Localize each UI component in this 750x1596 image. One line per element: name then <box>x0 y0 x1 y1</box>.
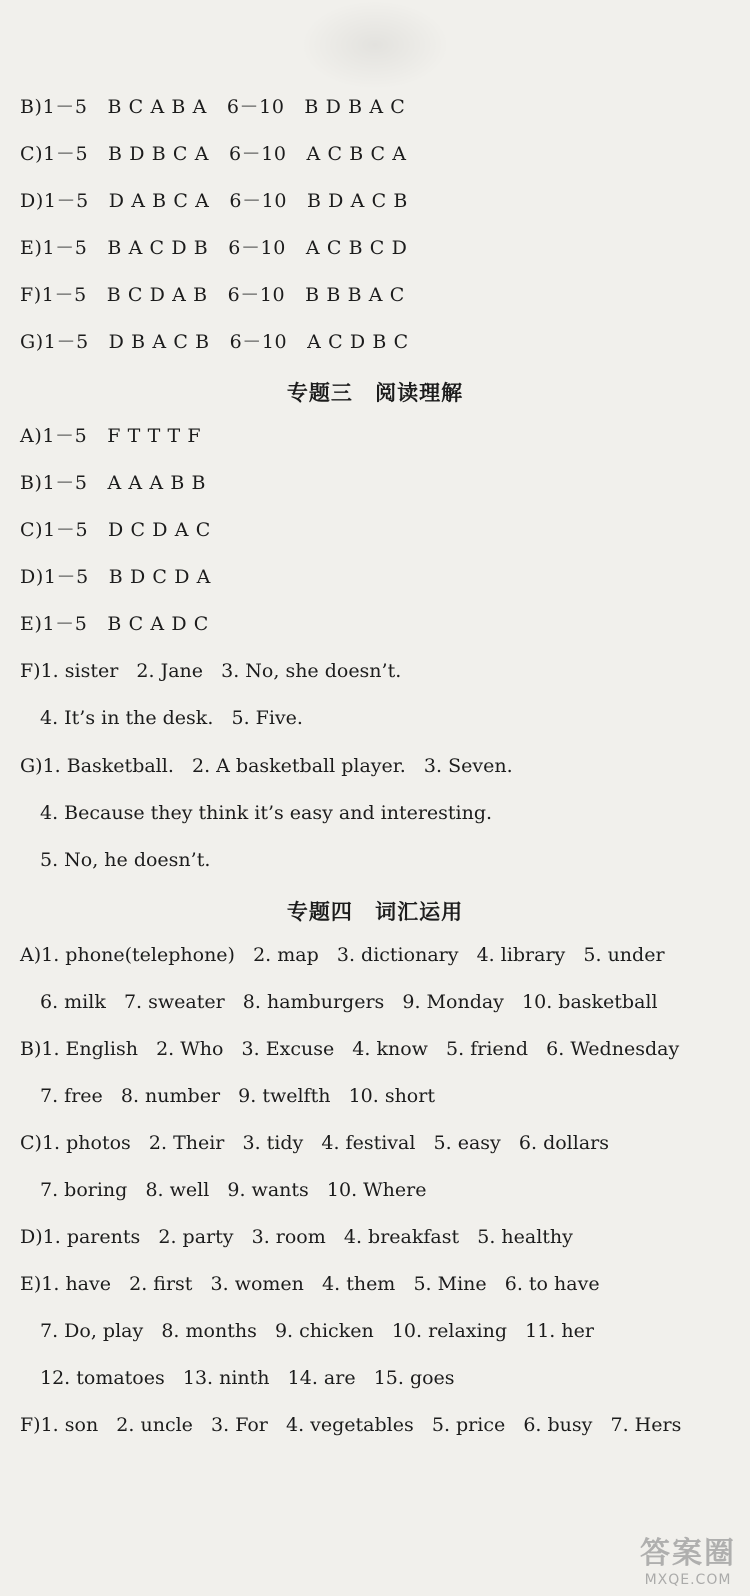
vocab-e-line-2: 7. Do, play 8. months 9. chicken 10. relaxing 11. her <box>40 1320 594 1342</box>
vocab-f-line: F)1. son 2. uncle 3. For 4. vegetables 5. price 6. busy 7. Hers <box>20 1414 682 1436</box>
section-heading-vocabulary: 专题四 词汇运用 <box>286 900 464 924</box>
watermark-logo <box>640 1528 736 1588</box>
answer-row-e: E)1－5 B A C D B 6－10 A C B C D <box>20 237 408 259</box>
reading-row-b: B)1－5 A A A B B <box>20 472 207 494</box>
scan-shadow <box>300 0 450 90</box>
reading-g-line-3: 5. No, he doesn’t. <box>40 849 211 871</box>
answer-row-b: B)1－5 B C A B A 6－10 B D B A C <box>20 96 406 118</box>
reading-f-line-2: 4. It’s in the desk. 5. Five. <box>40 707 303 729</box>
answer-row-c: C)1－5 B D B C A 6－10 A C B C A <box>20 143 407 165</box>
vocab-b-line-1: B)1. English 2. Who 3. Excuse 4. know 5. friend 6. Wednesday <box>20 1038 680 1060</box>
reading-row-c: C)1－5 D C D A C <box>20 519 211 541</box>
watermark-text: 答案圈 <box>640 1536 736 1571</box>
vocab-a-line-2: 6. milk 7. sweater 8. hamburgers 9. Monday 10. basketball <box>40 991 658 1013</box>
reading-g-line-1: G)1. Basketball. 2. A basketball player. 3. Seven. <box>20 755 513 777</box>
vocab-c-line-1: C)1. photos 2. Their 3. tidy 4. festival 5. easy 6. dollars <box>20 1132 609 1154</box>
reading-row-e: E)1－5 B C A D C <box>20 613 209 635</box>
watermark-url: MXQE.COM <box>644 1572 732 1588</box>
vocab-e-line-1: E)1. have 2. first 3. women 4. them 5. Mine 6. to have <box>20 1273 600 1295</box>
vocab-b-line-2: 7. free 8. number 9. twelfth 10. short <box>40 1085 435 1107</box>
reading-f-line-1: F)1. sister 2. Jane 3. No, she doesn’t. <box>20 660 402 682</box>
vocab-d-line: D)1. parents 2. party 3. room 4. breakfast 5. healthy <box>20 1226 573 1248</box>
section-heading-reading: 专题三 阅读理解 <box>286 381 464 405</box>
vocab-a-line-1: A)1. phone(telephone) 2. map 3. dictionary 4. library 5. under <box>20 944 665 966</box>
answer-row-f: F)1－5 B C D A B 6－10 B B B A C <box>20 284 405 306</box>
reading-row-d: D)1－5 B D C D A <box>20 566 211 588</box>
vocab-e-line-3: 12. tomatoes 13. ninth 14. are 15. goes <box>40 1367 455 1389</box>
reading-g-line-2: 4. Because they think it’s easy and interesting. <box>40 802 493 824</box>
vocab-c-line-2: 7. boring 8. well 9. wants 10. Where <box>40 1179 427 1201</box>
answer-row-d: D)1－5 D A B C A 6－10 B D A C B <box>20 190 408 212</box>
answer-row-g: G)1－5 D B A C B 6－10 A C D B C <box>20 331 409 353</box>
reading-row-a: A)1－5 F T T T F <box>20 425 202 447</box>
